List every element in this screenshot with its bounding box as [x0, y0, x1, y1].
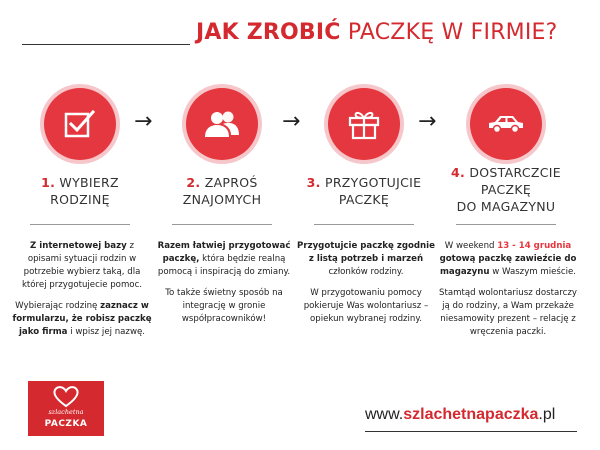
step-1-p2-a: Wybierając rodzinę — [15, 301, 98, 311]
step-3-paragraph-1 — [296, 240, 436, 279]
step-2-paragraph-1 — [154, 240, 294, 279]
step-1-p1-rest: z opisami sytuacji rodzin w potrzebie wybierz taką, dla której przygotujecie pomoc. — [21, 241, 143, 290]
arrow-3-icon: → — [418, 109, 437, 134]
arrow-1-icon: → — [134, 109, 153, 134]
step-3-label — [294, 174, 434, 208]
step-1-circle — [44, 88, 116, 160]
step-1-label-line-1: WYBIERZ — [59, 175, 119, 190]
step-4-paragraph-1 — [438, 240, 578, 279]
arrow-2-icon: → — [282, 109, 301, 134]
step-4-circle — [470, 88, 542, 160]
logo — [28, 381, 104, 436]
people-icon — [203, 109, 241, 139]
step-3-circle — [328, 88, 400, 160]
step-1-paragraph-1 — [12, 240, 152, 292]
step-2-paragraph-2: To także świetny sposób na integrację w gronie współpracowników! — [165, 288, 283, 324]
step-4-label-line-3: DO MAGAZYNU — [456, 199, 556, 214]
step-4-label-line-1: DOSTARCZCIE — [469, 165, 561, 180]
step-1-text — [12, 240, 152, 347]
step-4-paragraph-2: Stamtąd wolontariusz dostarczy ją do rodziny, a Wam przekaże niesamowity prezent – relację z wręczenia paczki. — [439, 288, 577, 337]
url-prefix: www. — [365, 406, 404, 423]
step-4-divider — [456, 224, 556, 225]
page-title-rest: PACZKĘ W FIRMIE? — [347, 20, 558, 45]
step-2-label-line-2: ZNAJOMYCH — [182, 192, 262, 207]
checkbox-icon — [63, 107, 97, 141]
step-1-paragraph-2 — [12, 300, 152, 339]
step-1-p1-bold: Z internetowej bazy — [30, 241, 127, 251]
step-1-number: 1. — [41, 175, 56, 190]
step-4-p1-bold: gotową paczkę zawieźcie do magazynu — [439, 254, 577, 277]
step-1-label — [10, 174, 150, 208]
title-rule-left — [22, 44, 190, 45]
step-4-p1-date: 13 - 14 grudnia — [497, 241, 572, 251]
step-1-p2-bold: zaznacz w formularzu, że robisz paczkę jako firma — [12, 301, 152, 337]
step-3-text — [296, 240, 436, 334]
step-2-label — [152, 174, 292, 208]
step-3-p1-bold: Przygotujcie paczkę zgodnie z listą potrzeb i marzeń — [297, 241, 435, 264]
page-title — [196, 20, 558, 45]
step-4-p1-c: w Waszym mieście. — [492, 267, 577, 277]
step-2-circle — [186, 88, 258, 160]
step-2-number: 2. — [186, 175, 201, 190]
step-2-label-line-1: ZAPROŚ — [204, 175, 258, 190]
step-1-label-line-2: RODZINĘ — [50, 192, 110, 207]
step-2-text — [154, 240, 294, 334]
logo-line-1: szlachetna — [48, 408, 84, 416]
url-main: szlachetnapaczka — [403, 406, 539, 423]
step-1-divider — [30, 224, 130, 225]
step-4-number: 4. — [451, 165, 466, 180]
step-3-p1-rest: członków rodziny. — [328, 267, 404, 277]
step-2-p1-bold: Razem łatwiej przygotować paczkę, — [157, 241, 291, 264]
step-4-label — [436, 164, 576, 215]
step-3-number: 3. — [306, 175, 321, 190]
step-3-label-line-1: PRZYGOTUJCIE — [324, 175, 422, 190]
step-4-label-line-2: PACZKĘ — [480, 182, 532, 197]
footer-rule-right — [365, 431, 577, 432]
page-title-bold: JAK ZROBIĆ — [196, 20, 341, 45]
step-1-p2-c: i wpisz jej nazwę. — [70, 327, 145, 337]
car-icon — [486, 112, 526, 136]
step-3-paragraph-2: W przygotowaniu pomocy pokieruje Was wolontariusz – opiekun wybranej rodziny. — [303, 288, 429, 324]
step-2-p1-rest: która będzie realną pomocą i inspiracją do zmiany. — [157, 254, 291, 277]
step-4-text — [438, 240, 578, 347]
logo-line-2: PACZKA — [44, 419, 88, 429]
step-4-p1-a: W weekend — [444, 241, 495, 251]
heart-logo-icon — [52, 384, 80, 408]
step-2-divider — [172, 224, 272, 225]
step-3-divider — [314, 224, 414, 225]
step-3-label-line-2: PACZKĘ — [338, 192, 390, 207]
url-suffix: .pl — [538, 406, 556, 423]
gift-icon — [347, 107, 381, 141]
footer-url-link[interactable] — [365, 406, 555, 424]
